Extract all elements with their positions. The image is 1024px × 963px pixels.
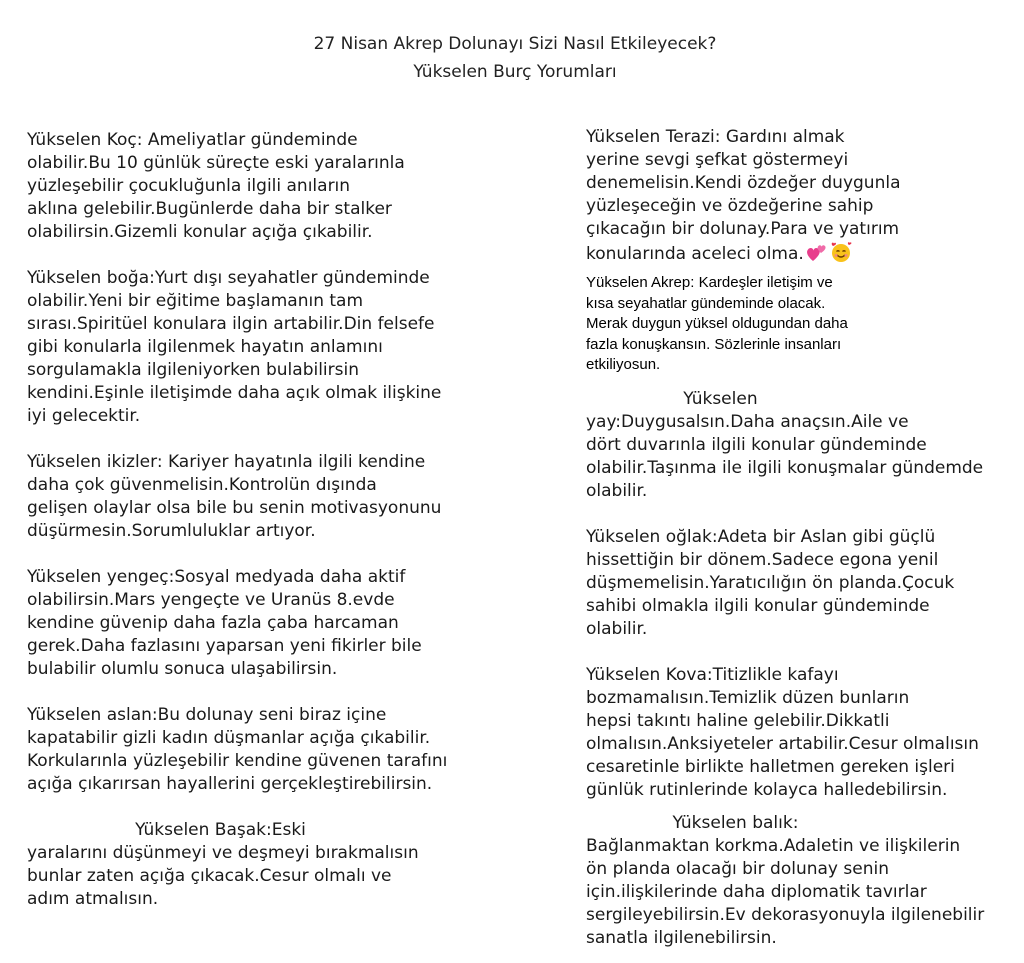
horoscope-akrep: Yükselen Akrep: Kardeşler iletişim ve kısa seyahatlar gündeminde olacak. Merak duygun yüksel oldugundan daha fazla konuşkansın. Sözlerinle insanları etkiliyosun. <box>586 274 848 373</box>
smiling-face-with-hearts-icon <box>830 241 852 263</box>
horoscope-koc: Yükselen Koç: Ameliyatlar gündeminde olabilir.Bu 10 günlük süreçte eski yaralarınla yüzleşebilir çocukluğunla ilgili anıların aklına gelebilir.Bugünlerde daha bir stalker olabilirsin.Gizemli konular açığa çıkabilir. <box>27 130 405 242</box>
right-column <box>586 126 1016 950</box>
horoscope-terazi-block <box>586 126 1016 266</box>
horoscope-oglak: Yükselen oğlak:Adeta bir Aslan gibi güçlü hissettiğin bir dönem.Sadece egona yenil düşmemelisin.Yaratıcılığın ön planda.Çocuk sahibi olmakla ilgili konular gündeminde olabilir. <box>586 526 955 639</box>
page-header <box>0 30 1024 86</box>
page-subtitle: Yükselen Burç Yorumları <box>413 62 617 82</box>
horoscope-terazi: Yükselen Terazi: Gardını almak yerine sevgi şefkat göstermeyi denemelisin.Kendi özdeğer duygunla yüzleşeceğin ve özdeğerine sahip çıkacağın bir dolunay.Para ve yatırım konularında aceleci olma. <box>586 127 901 264</box>
horoscope-kova: Yükselen Kova:Titizlikle kafayı bozmamalısın.Temizlik düzen bunların hepsi takıntı haline gelebilir.Dikkatli olmalısın.Anksiyeteler artabilir.Cesur olmalısın cesaretinle birlikte halletmen gereken işleri günlük rutinlerinde kolayca halledebilirsin. <box>586 664 979 800</box>
horoscope-ikizler: Yükselen ikizler: Kariyer hayatınla ilgili kendine daha çok güvenmelisin.Kontrolün dışında gelişen olaylar olsa bile bu senin motivasyonunu düşürmesin.Sorumluluklar artıyor. <box>27 452 442 541</box>
horoscope-yengec: Yükselen yengeç:Sosyal medyada daha aktif olabilirsin.Mars yengeçte ve Uranüs 8.evde kendine güvenip daha fazla çaba harcaman gerek.Daha fazlasını yaparsan yeni fikirler bile bulabilir olumlu sonuca ulaşabilirsin. <box>27 567 422 679</box>
horoscope-aslan: Yükselen aslan:Bu dolunay seni biraz içine kapatabilir gizli kadın düşmanlar açığa çıkabilir. Korkularınla yüzleşebilir kendine güvenen tarafını açığa çıkarırsan hayallerini gerçekleştirebilirsin. <box>27 705 448 794</box>
horoscope-boga: Yükselen boğa:Yurt dışı seyahatler gündeminde olabilir.Yeni bir eğitime başlamanın tam sırası.Spiritüel konulara ilgin artabilir.Din felsefe gibi konularla ilgilenmek hayatın anlamını sorgulamakla ilgileniyorken bulabilirsin kendini.Eşinle iletişimde daha açık olmak ilişkine iyi gelecektir. <box>27 268 442 426</box>
two-hearts-icon <box>806 243 828 263</box>
horoscope-yay: Yükselen yay:Duygusalsın.Daha anaçsın.Aile ve dört duvarınla ilgili konular gündeminde olabilir.Taşınma ile ilgili konuşmalar gündemde olabilir. <box>586 388 984 501</box>
left-column <box>27 129 507 911</box>
horoscope-basak: Yükselen Başak:Eski yaralarını düşünmeyi ve deşmeyi bırakmalısın bunlar zaten açığa çıkacak.Cesur olmalı ve adım atmalısın. <box>27 820 419 909</box>
page-title: 27 Nisan Akrep Dolunayı Sizi Nasıl Etkileyecek? <box>313 34 717 54</box>
horoscope-balik: Yükselen balık: Bağlanmaktan korkma.Adaletin ve ilişkilerin ön planda olacağı bir dolunay senin için.ilişkilerinde daha diplomatik tavırlar sergileyebilirsin.Ev dekorasyonuyla ilgilenebilir sanatla ilgilenebilirsin. <box>586 812 985 948</box>
